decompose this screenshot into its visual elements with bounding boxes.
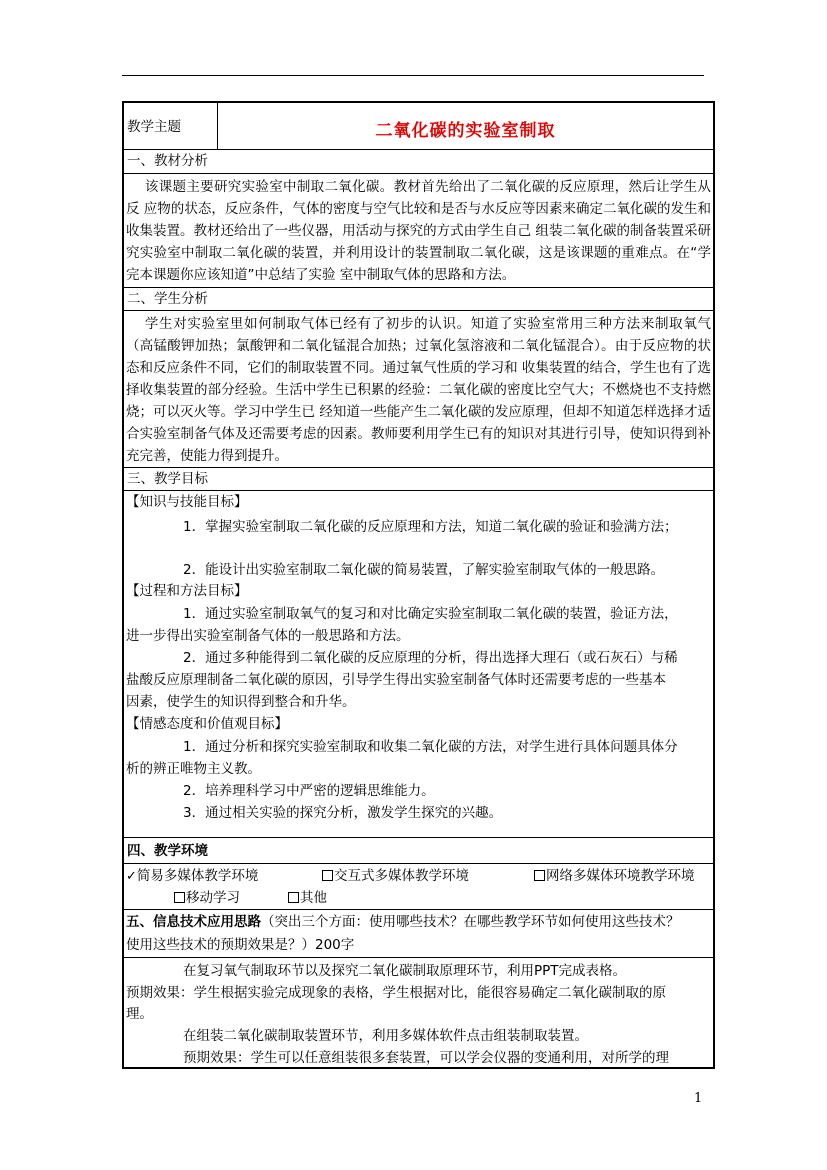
section-3-body-row (124, 490, 713, 837)
section-5-heading-line-1 (126, 912, 680, 932)
section-5-note-1: （突出三个方面：使用哪些技术？在哪些教学环节如何使用这些技术？ (261, 914, 680, 930)
tech-plan-line-3: 理。 (126, 1006, 153, 1022)
process-goal-2-line-2: 盐酸反应原理制备二氧化碳的原因，引导学生得出实验室制备气体时还需要考虑的一些基本 (126, 672, 666, 688)
checkmark-icon[interactable]: ✓ (126, 869, 137, 884)
section-2-body-row (124, 310, 713, 467)
process-goals-title: 【过程和方法目标】 (126, 583, 248, 599)
document-title: 二氧化碳的实验室制取 (375, 121, 556, 141)
tech-plan-line-2: 预期效果：学生根据实验完成现象的表格，学生根据对比，能很容易确定二氧化碳制取的原 (126, 985, 666, 1001)
title-cell (217, 103, 713, 149)
section-2-text: 学生对实验室里如何制取气体已经有了初步的认识。知道了实验室常用三种方法来制取氧气（高锰酸钾加热；氯酸钾和二氧化锰混合加热；过氧化氢溶液和二氧化锰混合）。由于反应物的状态和反应条件不同，它们的制取装置不同。通过氧气性质的学习和 收集装置的结合，学生也有了选择收集装置的部分经验。生活中学生已积累的经验：二氧化碳的密度比空气大；不燃烧也不支持燃烧；可以灭火等。学习中学生已 经知道一些能产生二氧化碳的发应原理，但却不知道怎样选择才适合实验室制备气体及还需要考虑的因素。教师要利用学生已有的知识对其进行引导，使知识得到补 充完善，使能力得到提升。 (126, 316, 711, 464)
process-goal-2-line-1: 2．通过多种能得到二氧化碳的反应原理的分析，得出选择大理石（或石灰石）与稀 (183, 650, 678, 666)
section-4-heading-row (124, 837, 713, 863)
section-1-body-row (124, 173, 713, 287)
emotion-goal-1-line-2: 析的辨正唯物主义教。 (126, 761, 261, 777)
tech-plan-line-1: 在复习氧气制取环节以及探究二氧化碳制取原理环节，利用PPT完成表格。 (183, 963, 627, 979)
lesson-plan-table (122, 101, 715, 1069)
emotion-goal-2: 2．培养理科学习中严密的逻辑思维能力。 (183, 783, 435, 799)
checkbox-icon[interactable] (288, 892, 299, 903)
env-option-mobile-learning[interactable]: 移动学习 (174, 888, 240, 908)
tech-plan-line-4: 在组装二氧化碳制取装置环节，利用多媒体软件点击组装制取装置。 (183, 1028, 588, 1044)
section-5-body-row (124, 957, 713, 1069)
section-4-body-row (124, 863, 713, 909)
process-goal-1-line-2: 进一步得出实验室制备气体的一般思路和方法。 (126, 628, 410, 644)
knowledge-goals-title: 【知识与技能目标】 (126, 494, 248, 510)
section-5-heading: 五、信息技术应用思路 (126, 914, 261, 930)
section-4-heading: 四、教学环境 (127, 843, 208, 859)
knowledge-goal-2: 2．能设计出实验室制取二氧化碳的简易装置，了解实验室制取气体的一般思路。 (183, 562, 665, 578)
process-goal-1-line-1: 1．通过实验室制取氧气的复习和对比确定实验室制取二氧化碳的装置，验证方法， (183, 606, 678, 622)
checkbox-icon[interactable] (322, 870, 333, 881)
env-option-interactive-multimedia[interactable]: 交互式多媒体教学环境 (322, 866, 469, 886)
process-goal-2-line-3: 因素，使学生的知识得到整合和升华。 (126, 694, 356, 710)
checkbox-icon[interactable] (174, 892, 185, 903)
title-row (124, 103, 713, 149)
page-number: 1 (694, 1091, 703, 1106)
emotion-goal-3: 3．通过相关实验的探究分析，激发学生探究的兴趣。 (183, 805, 503, 821)
knowledge-goal-1: 1．掌握实验室制取二氧化碳的反应原理和方法，知道二氧化碳的验证和验满方法； (183, 519, 678, 535)
section-1-text: 该课题主要研究实验室中制取二氧化碳。教材首先给出了二氧化碳的反应原理，然后让学生从反 应物的状态，反应条件，气体的密度与空气比较和是否与水反应等因素来确定二氧化碳的发生和收集装置。教材还给出了一些仪器，用活动与探究的方式由学生自己 组装二氧化碳的制备装置采研究实验室中制取二氧化碳的装置，并利用设计的装置制取二氧化碳，这是该课题的重难点。在“学完本课题你应该知道”中总结了实验 室中制取气体的思路和方法。 (126, 179, 711, 283)
section-2-heading: 二、学生分析 (127, 291, 208, 307)
section-5-note-2: 使用这些技术的预期效果是？）200字 (126, 937, 355, 953)
env-option-simple-multimedia[interactable]: ✓简易多媒体教学环境 (126, 868, 259, 884)
section-3-heading: 三、教学目标 (127, 471, 208, 487)
tech-plan-line-5: 预期效果：学生可以任意组装很多套装置，可以学会仪器的变通利用，对所学的理 (183, 1050, 669, 1066)
emotion-goal-1-line-1: 1．通过分析和探究实验室制取和收集二氧化碳的方法，对学生进行具体问题具体分 (183, 739, 678, 755)
topic-label: 教学主题 (127, 119, 181, 135)
section-2-heading-row (124, 287, 713, 310)
section-1-heading-row (124, 149, 713, 173)
emotion-goals-title: 【情感态度和价值观目标】 (126, 716, 288, 732)
env-option-network-multimedia[interactable]: 网络多媒体环境教学环境 (534, 866, 695, 886)
header-rule (122, 75, 704, 76)
section-1-heading: 一、教材分析 (127, 153, 208, 169)
section-5-heading-row (124, 909, 713, 957)
checkbox-icon[interactable] (534, 870, 545, 881)
section-3-heading-row (124, 467, 713, 490)
env-option-other[interactable]: 其他 (288, 888, 327, 908)
